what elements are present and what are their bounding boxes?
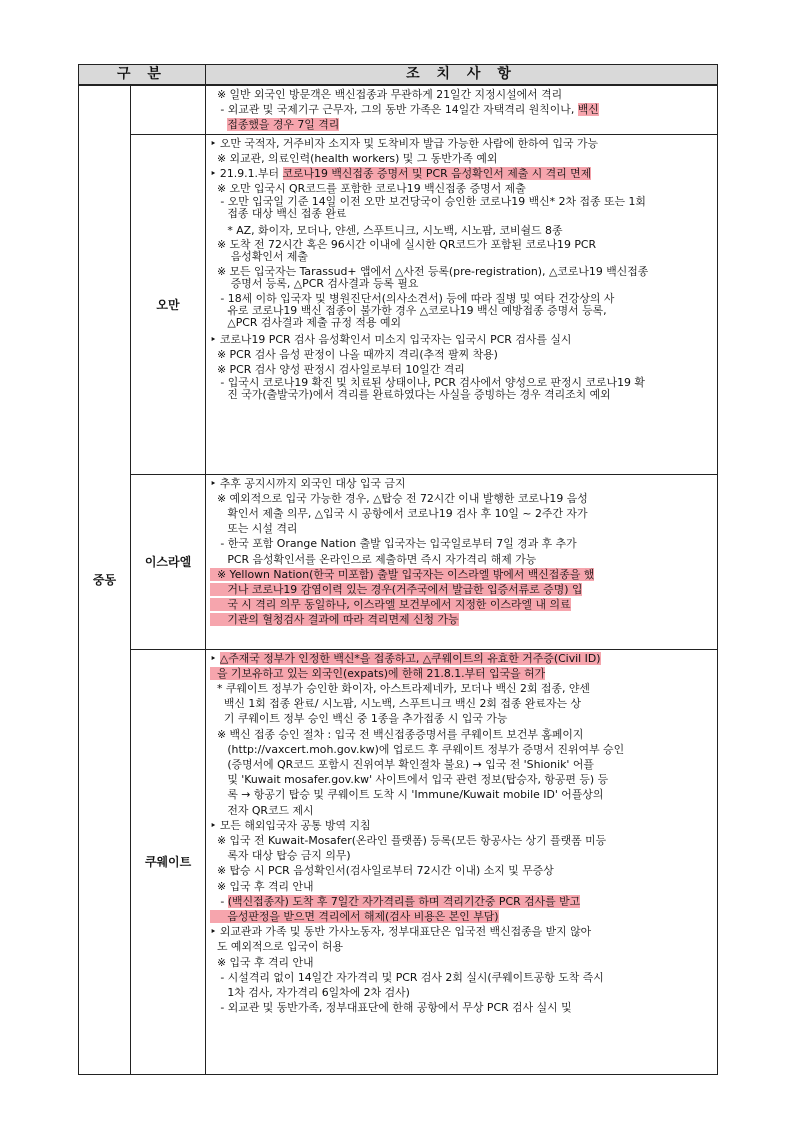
measure-text: ※ 모든 입국자는 Tarassud+ 앱에서 △사전 등록(pre-registration), △코로나19 백신접종 증명서 등록, △PCR 검사결과 등록 필요 — [216, 264, 649, 290]
measure-line — [210, 727, 714, 818]
measure-text: - 오만 입국일 기준 14일 이전 오만 보건당국이 승인한 코로나19 백신* 2차 접종 또는 1회 접종 대상 백신 접종 완료 — [220, 195, 646, 221]
measures-cell — [206, 134, 718, 474]
country-label: 이스라엘 — [144, 555, 192, 570]
measure-line — [210, 151, 714, 166]
measure-text: ※ 백신 접종 승인 절차 : 입국 전 백신접종증명서를 쿠웨이트 보건부 홈페이지 (http://vaxcert.moh.gov.kw)에 업로드 후 쿠웨이트 정부가 증명서 진위여부 승인 (증명서에 QR코드 포함시 진위여부 확인절차 불요) → 입국 전 'Shionik' 어플 및 'Kuwait mosafer.gov.kw' 사이트에서 입국 관련 정보(탑승자, 항공편 등) 등 록 → 항공기 탑승 및 쿠웨이트 도착 시 'Immune/Kuwait mobile ID' 어플상의 전자 QR코드 제시 — [216, 727, 625, 817]
measure-line — [210, 476, 714, 491]
measure-line — [210, 87, 714, 102]
measures-table — [78, 64, 718, 1075]
measure-text: - 외교관 및 동반가족, 정부대표단에 한해 공항에서 무상 PCR 검사 실시 및 — [210, 1001, 572, 1015]
measure-line — [210, 377, 714, 401]
measure-line — [210, 924, 714, 954]
measure-line — [210, 894, 714, 924]
measures-cell — [206, 85, 718, 134]
measure-line — [210, 879, 714, 894]
measure-text: - 한국 포함 Orange Nation 출발 입국자는 입국일로부터 7일 경과 후 추가 PCR 음성확인서를 온라인으로 제출하면 즉시 자가격리 해제 가능 — [220, 537, 577, 566]
country-cell-kuwait — [131, 649, 206, 1074]
table-row — [79, 649, 718, 1074]
measure-line — [210, 1000, 714, 1015]
measure-text: - 18세 이하 입국자 및 병원진단서(의사소견서) 등에 따라 질병 및 여타 건강상의 사 유로 코로나19 백신 접종이 불가한 경우 △코로나19 백신 예방접종 증명서 등록, △PCR 검사결과 제출 규정 적용 예외 — [220, 291, 615, 329]
country-cell-israel — [131, 474, 206, 649]
highlighted-text: 코로나19 백신접종 증명서 및 PCR 음성확인서 제출 시 격리 면제 — [282, 167, 592, 181]
measure-line — [210, 863, 714, 878]
measure-line — [210, 332, 714, 347]
measure-line — [210, 196, 714, 220]
measure-text: ※ 도착 전 72시간 혹은 96시간 이내에 실시한 QR코드가 포함된 코로나19 PCR 음성확인서 제출 — [216, 237, 597, 263]
measure-text: ‣ — [210, 651, 220, 665]
table-row — [79, 134, 718, 474]
measure-text: ※ 탑승 시 PCR 음성확인서(검사일로부터 72시간 이내) 소지 및 무증상 — [210, 864, 554, 878]
measure-text: ‣ 외교관과 가족 및 동반 가사노동자, 정부대표단은 입국전 백신접종을 받지 않아 도 예외적으로 입국이 허용 — [210, 925, 592, 954]
measure-line — [210, 567, 714, 628]
measure-line — [210, 818, 714, 833]
country-cell-oman — [131, 134, 206, 474]
measure-line — [210, 117, 714, 132]
measure-line — [210, 681, 714, 727]
highlighted-text: 백신 — [577, 103, 599, 117]
measure-text: ※ PCR 검사 음성 판정이 나올 때까지 격리(추적 팔찌 착용) — [210, 347, 498, 361]
highlighted-text: ※ Yellown Nation(한국 미포함) 출발 입국자는 이스라엘 밖에서 백신접종을 했 거나 코로나19 감염이력 있는 경우(거주국에서 발급한 입증서류로 증명) 입 국 시 격리 의무 동일하나, 이스라엘 보건부에서 지정한 이스라엘 내 의료 기관의 혈청검사 결과에 따라 격리면제 신청 가능 — [210, 568, 594, 627]
country-label: 오만 — [156, 297, 180, 312]
highlighted-text: 접종했을 경우 7일 격리 — [227, 118, 340, 132]
measure-text: ‣ 코로나19 PCR 검사 음성확인서 미소지 입국자는 입국시 PCR 검사를 실시 — [210, 332, 572, 346]
measure-text: ※ 입국 후 격리 안내 — [210, 879, 314, 893]
measure-text: ※ 입국 전 Kuwait-Mosafer(온라인 플랫폼) 등록(모든 항공사는 상기 플랫폼 미등 록자 대상 탑승 금지 의무) — [216, 834, 607, 863]
measure-text: - 입국시 코로나19 확진 및 치료된 상태이나, PCR 검사에서 양성으로 판정시 코로나19 확 진 국가(출발국가)에서 격리를 완료하였다는 사실을 증빙하는 경우 격리조치 예외 — [220, 376, 645, 402]
measure-line — [210, 266, 714, 290]
measure-text: ‣ 21.9.1.부터 — [210, 167, 283, 181]
measure-line — [210, 347, 714, 362]
measures-cell — [206, 649, 718, 1074]
measure-line — [210, 970, 714, 1000]
measure-line — [210, 223, 714, 238]
country-label: 쿠웨이트 — [144, 855, 192, 870]
measure-text: ‣ 추후 공지시까지 외국인 대상 입국 금지 — [210, 476, 406, 490]
measure-line — [210, 491, 714, 537]
measure-text: - 시설격리 없이 14일간 자가격리 및 PCR 검사 2회 실시(쿠웨이트공항 도착 즉시 1차 검사, 자가격리 6일차에 2차 검사) — [220, 970, 604, 1000]
measure-line — [210, 166, 714, 181]
measure-text: ‣ 모든 해외입국자 공통 방역 지침 — [210, 818, 371, 832]
table-header-row — [79, 65, 718, 86]
measure-text: ※ 입국 후 격리 안내 — [210, 955, 314, 969]
measure-text: ※ 오만 입국시 QR코드를 포함한 코로나19 백신접종 증명서 제출 — [210, 182, 526, 196]
measure-line — [210, 536, 714, 566]
header-category: 구 분 — [79, 65, 206, 86]
measure-line — [210, 136, 714, 151]
measure-line — [210, 833, 714, 863]
measure-line — [210, 239, 714, 263]
measure-line — [210, 651, 714, 681]
highlighted-text: (백신접종자) 도착 후 7일간 자가격리를 하며 격리기간중 PCR 검사를 받고 음성판정을 받으면 격리에서 해제(검사 비용은 본인 부담) — [210, 895, 580, 923]
measure-text: ※ 일반 외국인 방문객은 백신접종과 무관하게 21일간 지정시설에서 격리 — [210, 88, 563, 101]
empty-country-cell — [131, 85, 206, 134]
measure-text: ‣ 오만 국적자, 거주비자 소지자 및 도착비자 발급 가능한 사람에 한하여 입국 가능 — [210, 136, 599, 150]
measure-text: - 외교관 및 국제기구 근무자, 그의 동반 가족은 14일간 자택격리 원칙이나, — [210, 103, 578, 117]
measures-cell — [206, 474, 718, 649]
region-cell — [79, 85, 131, 1074]
highlighted-text: △주재국 정부가 인정한 백신*을 접종하고, △쿠웨이트의 유효한 거주증(Civil ID) 을 기보유하고 있는 외국인(expats)에 한해 21.8.1.부터 입국을 허가 — [210, 652, 601, 680]
measure-line — [210, 293, 714, 329]
measure-line — [210, 102, 714, 117]
measure-text: ※ PCR 검사 양성 판정시 검사일로부터 10일간 격리 — [210, 363, 465, 377]
measure-text: - — [210, 894, 228, 908]
measure-line — [210, 362, 714, 377]
header-measures: 조 치 사 항 — [206, 65, 718, 86]
measure-text: ※ 예외적으로 입국 가능한 경우, △탑승 전 72시간 이내 발행한 코로나19 음성 확인서 제출 의무, △입국 시 공항에서 코로나19 검사 후 10일 ~ 2주간 자가 또는 시설 격리 — [216, 491, 588, 536]
measure-text — [210, 118, 227, 131]
measure-text: * AZ, 화이자, 모더나, 얀센, 스푸트니크, 시노백, 시노팜, 코비쉴드 8종 — [210, 224, 563, 238]
measure-text: ※ 외교관, 의료인력(health workers) 및 그 동반가족 예외 — [210, 151, 498, 165]
measure-text: * 쿠웨이트 정부가 승인한 화이자, 아스트라제네카, 모더나 백신 2회 접종, 얀센 백신 1회 접종 완료/ 시노팜, 시노백, 스푸트니크 백신 2회 접종 완료자는 상 기 쿠웨이트 정부 승인 백신 중 1종을 추가접종 시 입국 가능 — [216, 682, 590, 726]
measure-line — [210, 955, 714, 970]
table-row — [79, 85, 718, 134]
region-label: 중동 — [92, 573, 117, 588]
table-row — [79, 474, 718, 649]
